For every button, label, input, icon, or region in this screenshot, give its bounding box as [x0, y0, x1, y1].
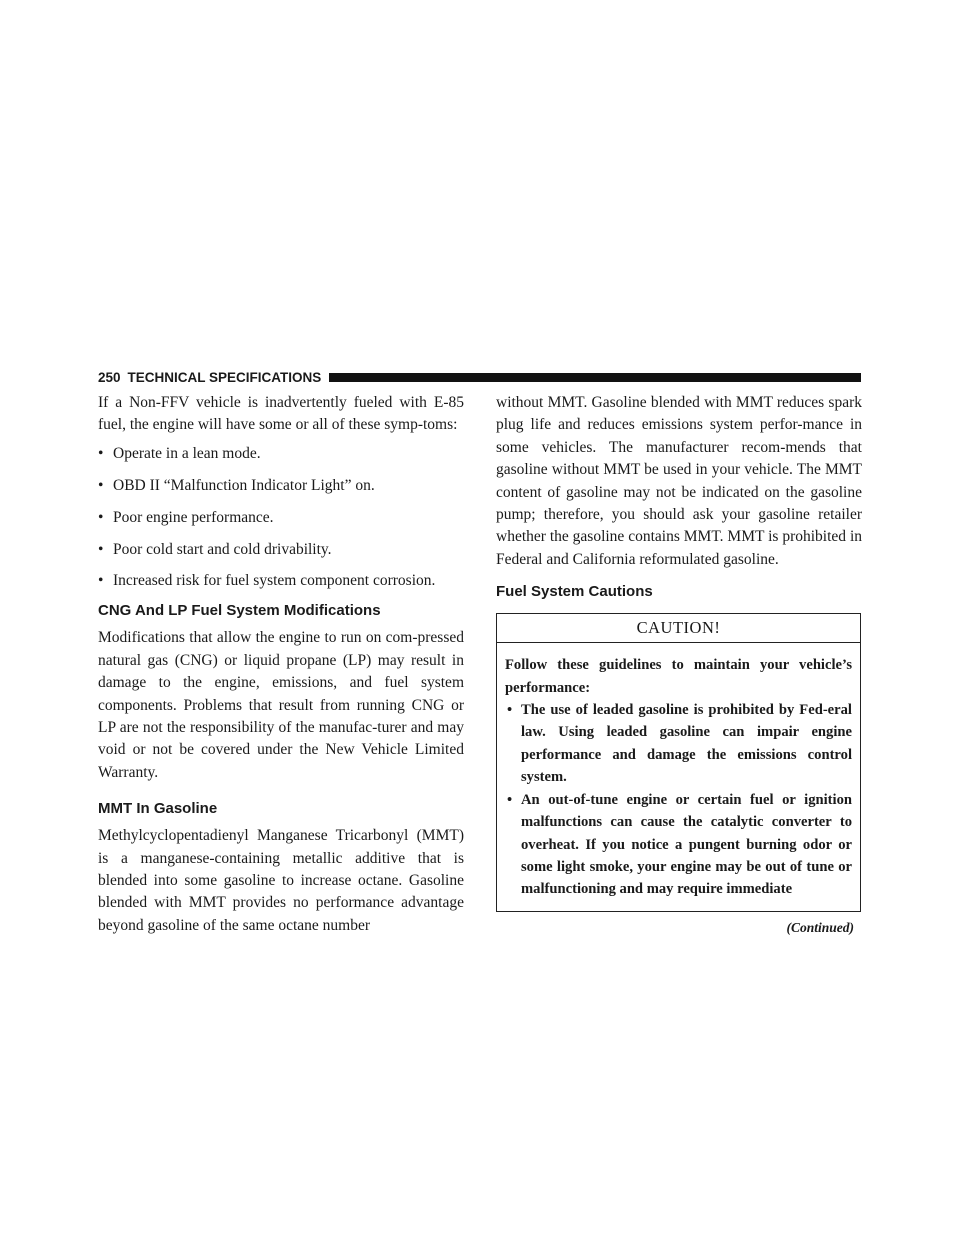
section-title: TECHNICAL SPECIFICATIONS	[127, 369, 322, 385]
fuel-cautions-heading: Fuel System Cautions	[496, 583, 653, 601]
mmt-heading: MMT In Gasoline	[98, 800, 218, 818]
caution-body	[497, 643, 860, 910]
caution-intro: Follow these guidelines to maintain your vehicle’s performance:	[505, 657, 852, 696]
caution-box	[496, 613, 861, 911]
cng-heading: CNG And LP Fuel System Modifications	[98, 602, 381, 620]
symptom-list	[98, 443, 464, 593]
left-column	[98, 392, 464, 937]
caution-list	[505, 699, 852, 901]
page-number: 250	[98, 369, 121, 385]
symptom-item: • Poor engine performance.	[98, 507, 464, 529]
header-rule	[329, 373, 861, 382]
symptom-item: • Poor cold start and cold drivability.	[98, 539, 464, 561]
page-header	[98, 367, 861, 387]
right-column	[496, 392, 862, 936]
symptom-item: • Increased risk for fuel system component corrosion.	[98, 570, 464, 592]
caution-item: • The use of leaded gasoline is prohibited by Fed-eral law. Using leaded gasoline can impair engine performance and damage the emissions control system.	[505, 699, 852, 789]
caution-title: CAUTION!	[497, 614, 860, 643]
cng-paragraph: Modifications that allow the engine to run on com-pressed natural gas (CNG) or liquid propane (LP) may result in damage to the engine, emissions, and fuel system components. Problems that result from running CNG or LP are not the responsibility of the manufac-turer and may void or not be covered under the New Vehicle Limited Warranty.	[98, 629, 464, 781]
continued-note: (Continued)	[786, 919, 854, 935]
e85-intro: If a Non-FFV vehicle is inadvertently fueled with E-85 fuel, the engine will have some or all of these symp-toms:	[98, 394, 464, 434]
mmt-paragraph: Methylcyclopentadienyl Manganese Tricarbonyl (MMT) is a manganese-containing metallic additive that is blended into some gasoline to increase octane. Gasoline blended with MMT provides no performance advantage beyond gasoline of the same octane number	[98, 827, 464, 934]
caution-item: • An out-of-tune engine or certain fuel or ignition malfunctions can cause the catalytic converter to overheat. If you notice a pungent burning odor or some light smoke, your engine may be out of tune or malfunctioning and may require immediate	[505, 789, 852, 901]
mmt-paragraph-continued: without MMT. Gasoline blended with MMT reduces spark plug life and reduces emissions system perfor-mance in some vehicles. The manufacturer recom-mends that gasoline without MMT be used in your vehicle. The MMT content of gasoline may not be indicated on the gasoline pump; therefore, you should ask your gasoline retailer whether the gasoline contains MMT. MMT is prohibited in Federal and California reformulated gasoline.	[496, 394, 862, 568]
symptom-item: • Operate in a lean mode.	[98, 443, 464, 465]
symptom-item: • OBD II “Malfunction Indicator Light” on.	[98, 475, 464, 497]
